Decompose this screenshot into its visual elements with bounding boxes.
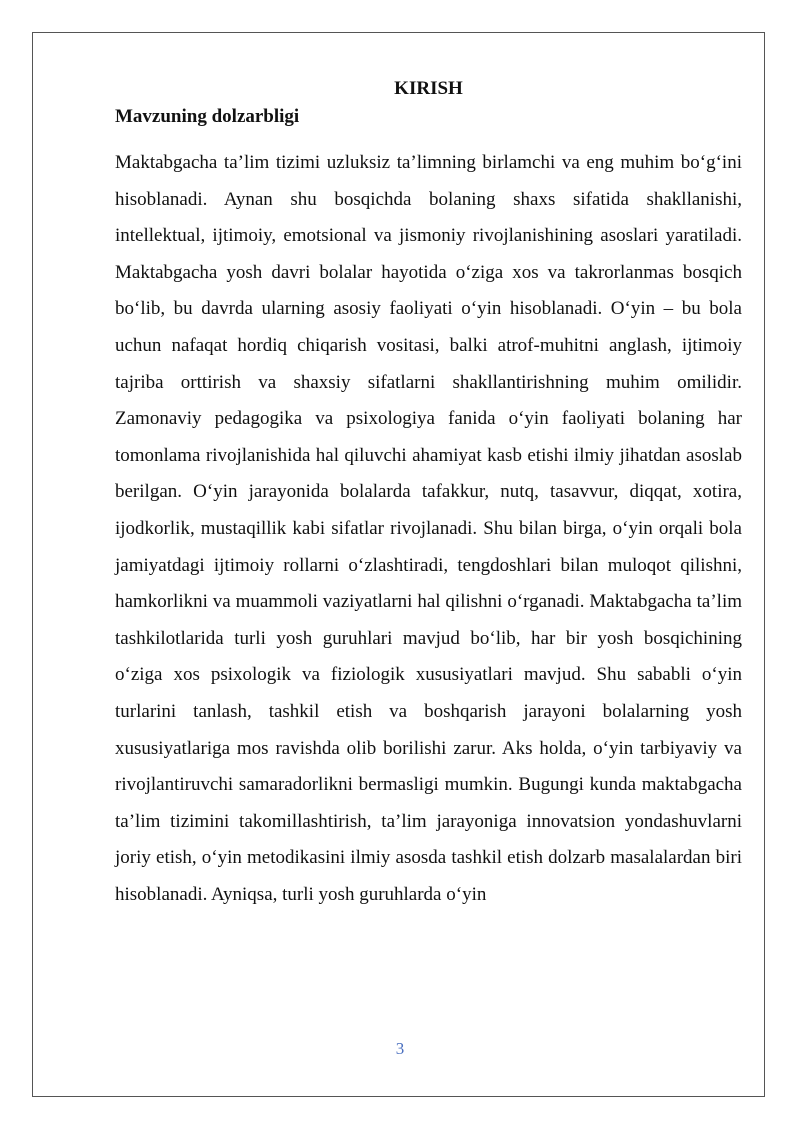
page-number: 3 xyxy=(395,1039,405,1058)
section-subheading: Mavzuning dolzarbligi xyxy=(115,106,300,127)
body-paragraph: Maktabgacha ta’lim tizimi uzluksiz ta’limning birlamchi va eng muhim bo‘g‘ini hisoblanadi. Aynan shu bosqichda bolaning shaxs sifatida shakllanishi, intellektual, ijtimoiy, emotsional va jismoniy rivojlanishining asoslari yaratiladi. Maktabgacha yosh davri bolalar hayotida o‘ziga xos va takrorlanmas bosqich bo‘lib, bu davrda ularning asosiy faoliyati o‘yin hisoblanadi. O‘yin – bu bola uchun nafaqat hordiq chiqarish vositasi, balki atrof-muhitni anglash, ijtimoiy tajriba orttirish va shaxsiy sifatlarni shakllantirishning muhim omilidir. Zamonaviy pedagogika va psixologiya fanida o‘yin faoliyati bolaning har tomonlama rivojlanishida hal qiluvchi ahamiyat kasb etishi ilmiy jihatdan asoslab berilgan. O‘yin jarayonida bolalarda tafakkur, nutq, tasavvur, diqqat, xotira, ijodkorlik, mustaqillik kabi sifatlar rivojlanadi. Shu bilan birga, o‘yin orqali bola jamiyatdagi ijtimoiy rollarni o‘zlashtiradi, tengdoshlari bilan muloqot qilishni, hamkorlikni va muammoli vaziyatlarni hal qilishni o‘rganadi. Maktabgacha ta’lim tashkilotlarida turli yosh guruhlari mavjud bo‘lib, har bir yosh bosqichining o‘ziga xos psixologik va fiziologik xususiyatlari mavjud. Shu sababli o‘yin turlarini tanlash, tashkil etish va boshqarish jarayoni bolalarning yosh xususiyatlariga mos ravishda olib borilishi zarur. Aks holda, o‘yin tarbiyaviy va rivojlantiruvchi samaradorlikni bermasligi mumkin. Bugungi kunda maktabgacha ta’lim tizimini takomillashtirish, ta’lim jarayoniga innovatsion yondashuvlarni joriy etish, o‘yin metodikasini ilmiy asosda tashkil etish dolzarb masalalardan biri hisoblanadi. Ayniqsa, turli yosh guruhlarda o‘yin xyxy=(115,152,742,905)
page-content xyxy=(115,75,742,913)
page-heading: KIRISH xyxy=(394,78,463,99)
